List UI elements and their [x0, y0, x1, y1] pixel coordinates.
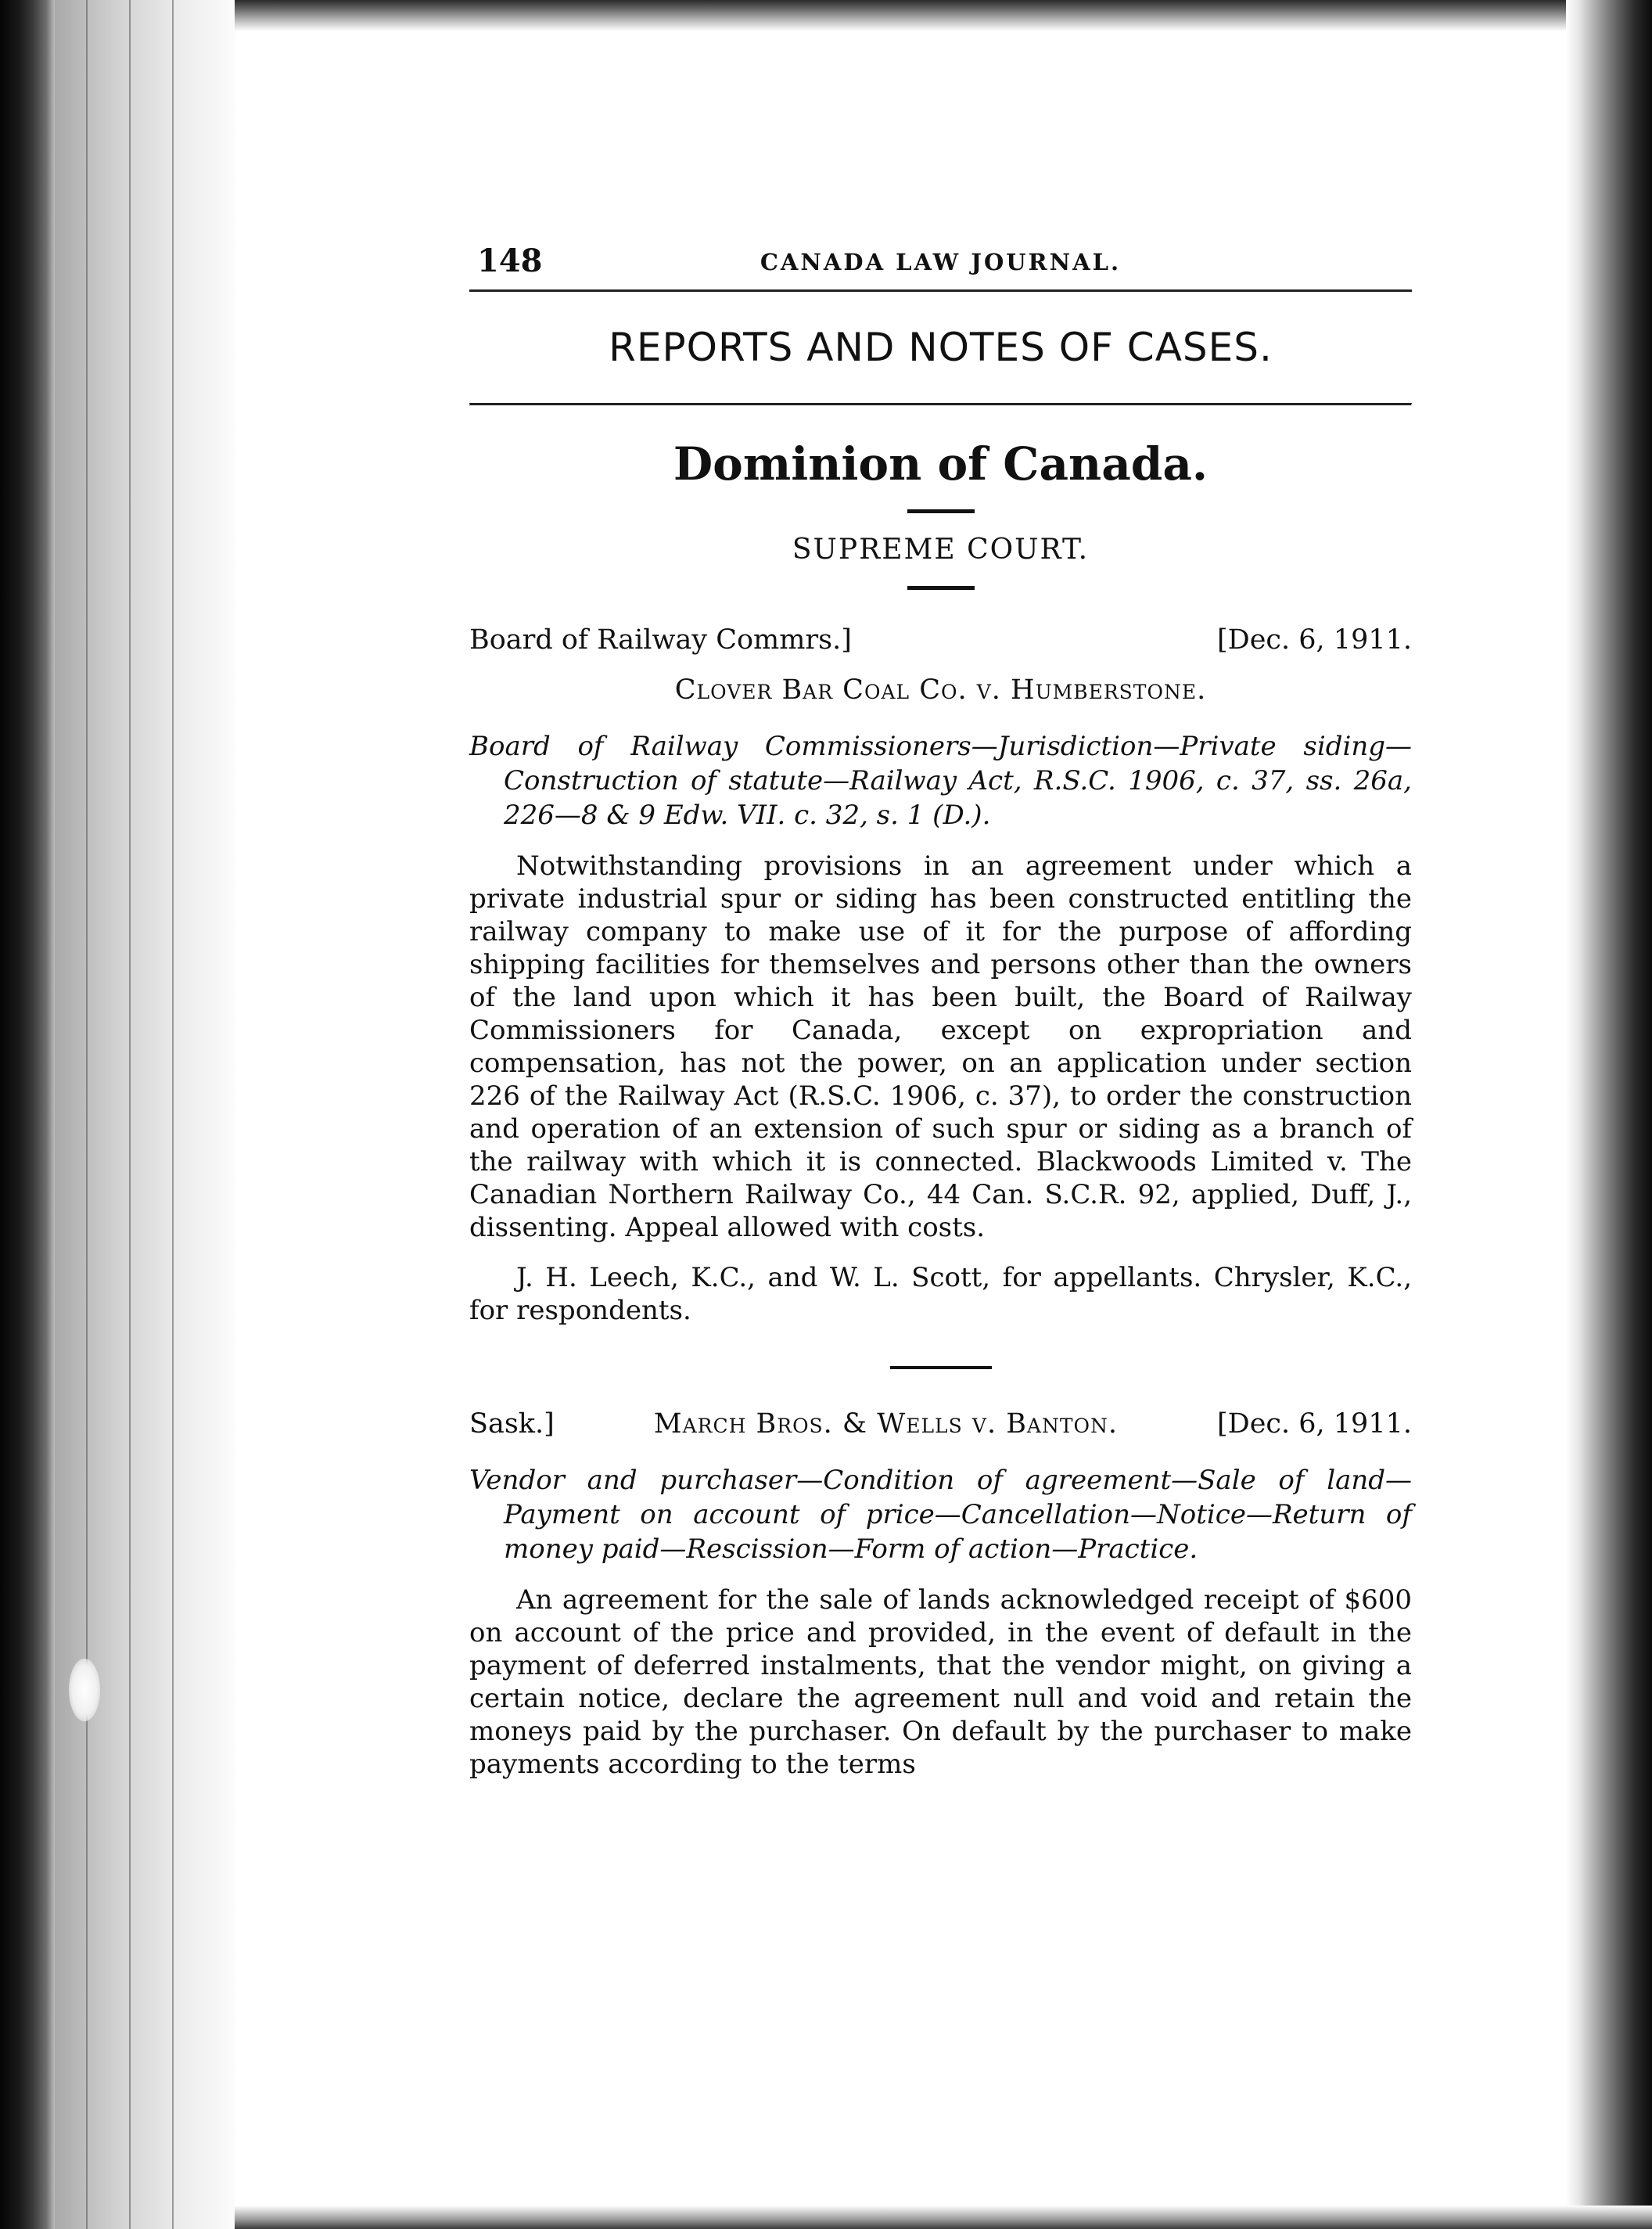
journal-page — [469, 243, 1412, 1781]
case-separator — [890, 1366, 992, 1369]
scan-shadow-right — [1566, 0, 1652, 2229]
paper-blemish — [69, 1659, 100, 1721]
case-date: [Dec. 6, 1911. — [1216, 1408, 1412, 1440]
case-origin: Sask.] — [469, 1408, 555, 1440]
case-catchwords: Vendor and purchaser—Condition of agreement—Sale of land—Payment on account of price—Cancellation—Notice—Return of money paid—Rescission—Form of action—Practice. — [469, 1465, 1412, 1565]
journal-title: CANADA LAW JOURNAL. — [760, 249, 1122, 275]
section-rule — [469, 403, 1412, 406]
binding-gutter — [55, 0, 235, 2229]
case-origin-line — [469, 1408, 1412, 1440]
case-origin-line — [469, 624, 1412, 656]
case-title: March Bros. & Wells v. Banton. — [653, 1408, 1119, 1440]
court-heading: SUPREME COURT. — [792, 534, 1090, 566]
case-date: [Dec. 6, 1911. — [1217, 624, 1412, 656]
case-holding: An agreement for the sale of lands acknowledged receipt of $600 on account of the price and provided, in the event of default in the payment of deferred instalments, that the vendor might, on giving a certain notice, declare the agreement null and void and retain the moneys paid by the purchaser. On default by the purchaser to make payments according to the terms — [469, 1584, 1412, 1780]
case-holding: Notwithstanding provisions in an agreement under which a private industrial spur or siding has been constructed entitling the railway company to make use of it for the purpose of affording shipping facilities for themselves and persons other than the owners of the land upon which it has been built, the Board of Railway Commissioners for Canada, except on expropriation and compensation, has not the power, on an application under section 226 of the Railway Act (R.S.C. 1906, c. 37), to order the construction and operation of an extension of such spur or siding as a branch of the railway with which it is connected. Blackwoods Limited v. The Canadian Northern Railway Co., 44 Can. S.C.R. 92, applied, Duff, J., dissenting. Appeal allowed with costs. — [469, 850, 1412, 1243]
short-rule — [907, 509, 975, 513]
case-origin: Board of Railway Commrs.] — [469, 624, 852, 656]
scan-shadow-top — [235, 0, 1652, 31]
running-head — [469, 243, 1412, 292]
scan-shadow-bottom — [235, 2206, 1652, 2229]
gutter-line — [86, 0, 88, 2229]
scan-shadow-left — [0, 0, 55, 2229]
section-title: REPORTS AND NOTES OF CASES. — [609, 325, 1273, 370]
case-catchwords: Board of Railway Commissioners—Jurisdiction—Private siding—Construction of statute—Railway Act, R.S.C. 1906, c. 37, ss. 26a, 226—8 & 9 Edw. VII. c. 32, s. 1 (D.). — [469, 731, 1412, 831]
jurisdiction-heading: Dominion of Canada. — [673, 437, 1208, 491]
gutter-line — [129, 0, 131, 2229]
gutter-line — [172, 0, 174, 2229]
case-counsel: J. H. Leech, K.C., and W. L. Scott, for appellants. Chrysler, K.C., for respondents. — [469, 1262, 1412, 1326]
case-title: Clover Bar Coal Co. v. Humberstone. — [674, 674, 1207, 706]
page-number: 148 — [477, 243, 543, 279]
short-rule — [907, 586, 975, 590]
